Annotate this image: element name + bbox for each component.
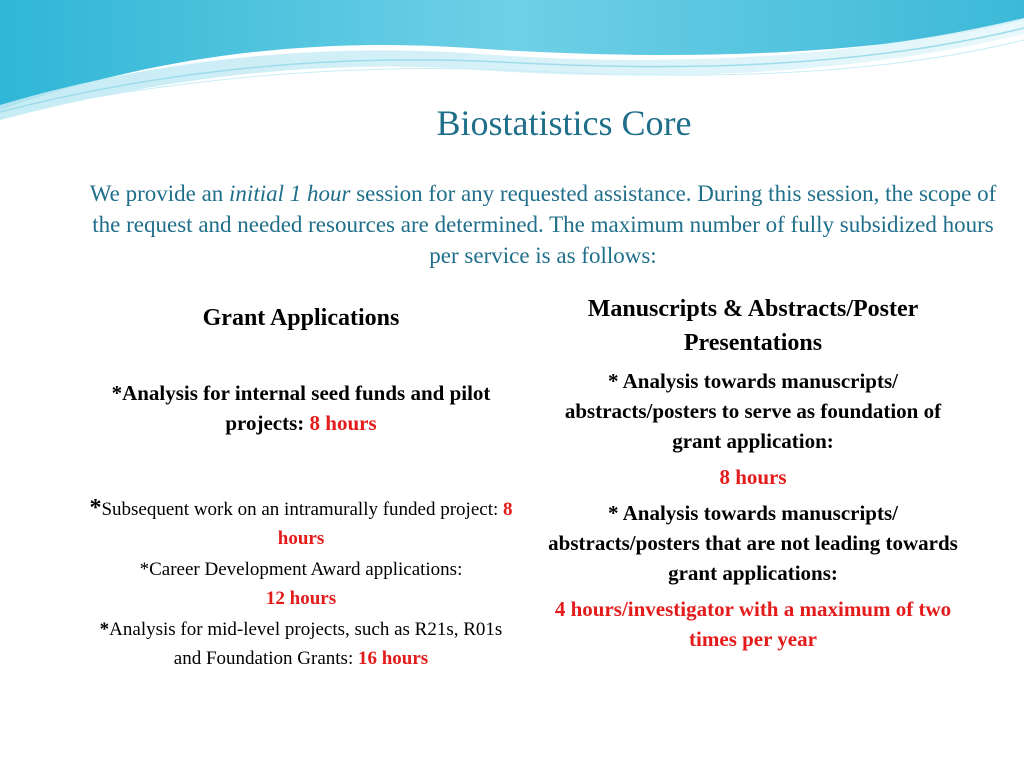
grant-item-hours: 8 hours	[309, 411, 377, 435]
grant-item-star: *	[89, 495, 102, 521]
manuscript-item-grant-foundation: * Analysis towards manuscripts/ abstracts/posters to serve as foundation of grant application:	[564, 369, 942, 453]
grant-item-text: Analysis for mid-level projects, such as R21s, R01s and Foundation Grants:	[109, 619, 503, 669]
grant-applications-heading: Grant Applications	[202, 305, 400, 331]
grant-item-text: Analysis for internal seed funds and pilot projects:	[122, 381, 491, 435]
slide-title: Biostatistics Core	[436, 103, 692, 143]
grant-item-intramural	[84, 494, 518, 553]
grant-applications-column	[84, 302, 518, 675]
manuscript-item-hours: 4 hours/investigator with a maximum of two times per year	[554, 597, 952, 651]
grant-item-hours: 12 hours	[265, 588, 337, 609]
grant-item-text: Career Development Award applications:	[149, 559, 463, 580]
grant-item-star: *	[111, 381, 123, 405]
manuscripts-column	[540, 292, 966, 660]
grant-item-star: *	[99, 619, 110, 640]
grant-item-star: *	[139, 559, 150, 580]
intro-paragraph	[78, 178, 1008, 271]
grant-item-mid-level	[84, 615, 518, 673]
grant-item-hours: 16 hours	[357, 648, 429, 669]
intro-text-end: session for any requested assistance. During this session, the scope of the request and needed resources are determined. The maximum number of fully subsidized hours per service is as follows:	[92, 181, 997, 268]
intro-emphasis: initial 1 hour	[229, 181, 351, 206]
manuscript-item-hours: 8 hours	[719, 465, 787, 489]
grant-item-seed-funds	[84, 378, 518, 438]
manuscripts-heading: Manuscripts & Abstracts/Poster Presentations	[587, 296, 919, 356]
grant-item-hours: 8 hours	[277, 499, 513, 549]
manuscript-item-non-grant: * Analysis towards manuscripts/ abstracts/posters that are not leading towards grant applications:	[548, 501, 958, 585]
grant-item-text: Subsequent work on an intramurally funded project:	[101, 499, 504, 520]
grant-item-career-award	[84, 555, 518, 613]
intro-text-start: We provide an	[89, 181, 230, 206]
